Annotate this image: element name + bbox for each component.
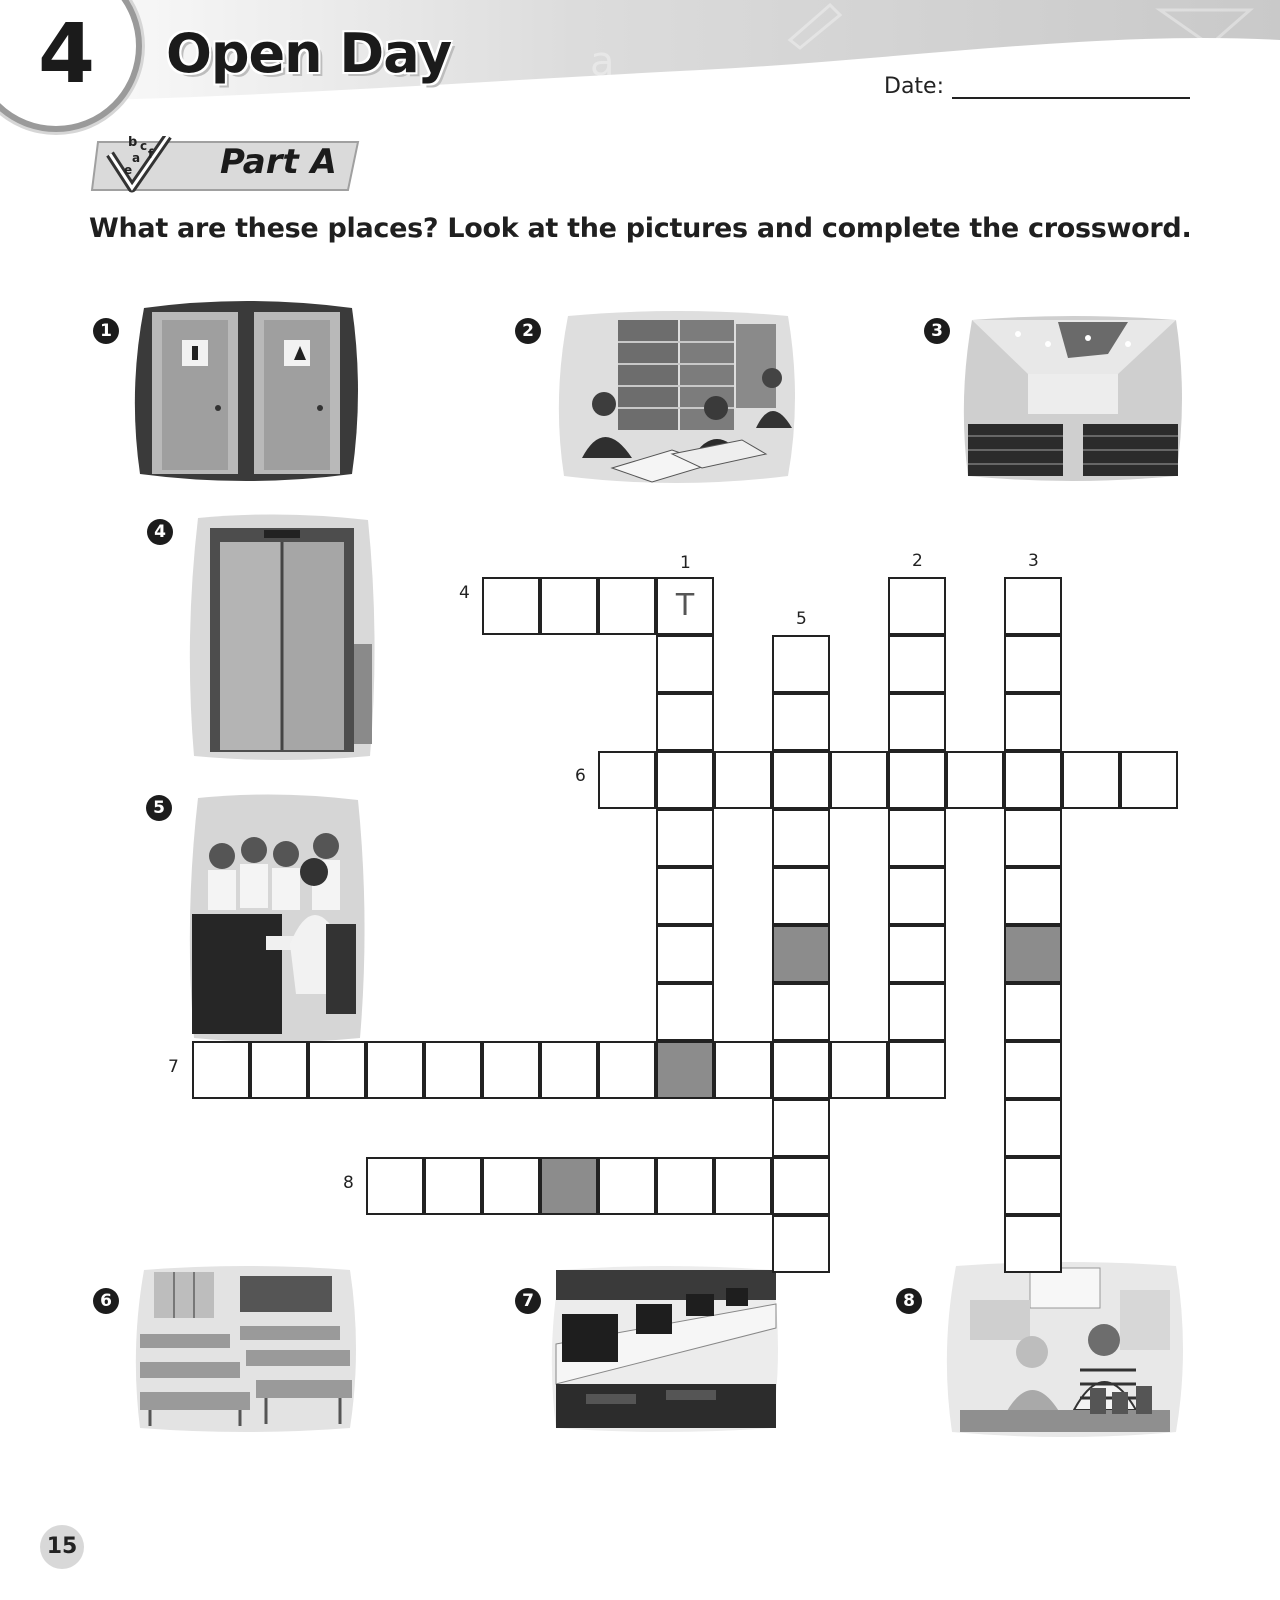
crossword-cell[interactable] xyxy=(1004,577,1062,635)
crossword-cell[interactable] xyxy=(714,1041,772,1099)
crossword-cell[interactable] xyxy=(888,867,946,925)
instruction-text: What are these places? Look at the pictures and complete the crossword. xyxy=(89,213,1192,244)
crossword-cell[interactable] xyxy=(888,1041,946,1099)
lift-photo xyxy=(186,514,378,762)
toilets-photo xyxy=(130,298,362,484)
crossword-cell[interactable] xyxy=(1004,1215,1062,1273)
library-photo xyxy=(552,308,802,488)
picture-number-4: 4 xyxy=(147,519,173,545)
crossword-cell[interactable] xyxy=(482,577,540,635)
crossword-cell[interactable] xyxy=(656,693,714,751)
picture-number-7: 7 xyxy=(515,1288,541,1314)
crossword-cell[interactable] xyxy=(540,1041,598,1099)
crossword-cell[interactable] xyxy=(888,983,946,1041)
crossword-cell[interactable] xyxy=(772,983,830,1041)
svg-text:e: e xyxy=(124,163,133,177)
crossword-cell[interactable] xyxy=(1004,635,1062,693)
picture-number-8: 8 xyxy=(896,1288,922,1314)
crossword-cell[interactable] xyxy=(772,1041,830,1099)
crossword-cell[interactable] xyxy=(888,809,946,867)
crossword-cell[interactable] xyxy=(482,1041,540,1099)
crossword-cell[interactable] xyxy=(1004,1099,1062,1157)
crossword-cell[interactable] xyxy=(598,1041,656,1099)
hall-photo xyxy=(958,314,1188,484)
crossword-cell[interactable] xyxy=(656,867,714,925)
crossword-cell[interactable] xyxy=(366,1157,424,1215)
crossword-cell[interactable] xyxy=(366,1041,424,1099)
clue-number-3: 3 xyxy=(1028,551,1039,571)
computer-room-photo xyxy=(546,1264,786,1434)
picture-number-1: 1 xyxy=(93,318,119,344)
picture-number-5: 5 xyxy=(146,795,172,821)
crossword-cell[interactable] xyxy=(772,693,830,751)
crossword-cell[interactable] xyxy=(772,1099,830,1157)
crossword-cell[interactable] xyxy=(424,1157,482,1215)
svg-text:f: f xyxy=(148,147,154,161)
crossword-cell[interactable] xyxy=(1004,983,1062,1041)
art-room-photo xyxy=(940,1260,1190,1440)
crossword-cell[interactable] xyxy=(714,751,772,809)
svg-text:a: a xyxy=(590,39,615,85)
crossword-cell[interactable] xyxy=(888,577,946,635)
crossword-cell[interactable] xyxy=(1004,751,1062,809)
crossword-cell[interactable] xyxy=(772,1157,830,1215)
crossword-cell[interactable] xyxy=(888,751,946,809)
date-input-line[interactable] xyxy=(952,97,1190,99)
crossword-shaded-cell xyxy=(1004,925,1062,983)
clue-number-7: 7 xyxy=(168,1057,179,1077)
crossword-cell[interactable] xyxy=(598,577,656,635)
crossword-cell[interactable] xyxy=(192,1041,250,1099)
page-title: Open Day xyxy=(166,22,452,85)
picture-number-3: 3 xyxy=(924,318,950,344)
crossword-cell[interactable] xyxy=(656,983,714,1041)
crossword-cell[interactable] xyxy=(1062,751,1120,809)
crossword-cell[interactable] xyxy=(1004,867,1062,925)
crossword-cell[interactable] xyxy=(888,693,946,751)
crossword-cell[interactable] xyxy=(1004,1157,1062,1215)
crossword-cell[interactable] xyxy=(888,635,946,693)
crossword-cell[interactable] xyxy=(772,635,830,693)
music-room-photo xyxy=(186,794,368,1044)
crossword-cell[interactable] xyxy=(830,1041,888,1099)
crossword-cell[interactable] xyxy=(424,1041,482,1099)
picture-number-6: 6 xyxy=(93,1288,119,1314)
crossword-cell[interactable] xyxy=(772,867,830,925)
crossword-cell[interactable] xyxy=(714,1157,772,1215)
crossword-shaded-cell xyxy=(656,1041,714,1099)
crossword-cell[interactable] xyxy=(598,751,656,809)
crossword-cell[interactable] xyxy=(888,925,946,983)
crossword-cell[interactable] xyxy=(308,1041,366,1099)
picture-number-2: 2 xyxy=(515,318,541,344)
crossword-cell[interactable] xyxy=(772,1215,830,1273)
crossword-cell[interactable] xyxy=(250,1041,308,1099)
crossword-cell[interactable] xyxy=(1120,751,1178,809)
svg-text:c: c xyxy=(140,139,148,153)
svg-text:a: a xyxy=(132,151,141,165)
clue-number-1: 1 xyxy=(680,553,691,573)
clue-number-8: 8 xyxy=(343,1173,354,1193)
crossword-cell[interactable] xyxy=(772,809,830,867)
crossword-cell[interactable] xyxy=(946,751,1004,809)
crossword-cell-given-letter[interactable]: T xyxy=(656,577,714,635)
svg-text:b: b xyxy=(128,136,138,150)
unit-number: 4 xyxy=(38,7,96,102)
crossword-cell[interactable] xyxy=(598,1157,656,1215)
crossword-cell[interactable] xyxy=(656,809,714,867)
crossword-cell[interactable] xyxy=(482,1157,540,1215)
clue-number-4: 4 xyxy=(459,583,470,603)
crossword-cell[interactable] xyxy=(772,751,830,809)
part-label: Part A xyxy=(220,142,337,182)
crossword-cell[interactable] xyxy=(656,925,714,983)
crossword-cell[interactable] xyxy=(656,751,714,809)
clue-number-2: 2 xyxy=(912,551,923,571)
crossword-cell[interactable] xyxy=(656,635,714,693)
crossword-cell[interactable] xyxy=(1004,693,1062,751)
crossword-cell[interactable] xyxy=(1004,1041,1062,1099)
page-number: 15 xyxy=(40,1525,84,1569)
date-label: Date: xyxy=(884,74,944,99)
crossword-cell[interactable] xyxy=(1004,809,1062,867)
crossword-cell[interactable] xyxy=(540,577,598,635)
clue-number-6: 6 xyxy=(575,766,586,786)
crossword-shaded-cell xyxy=(772,925,830,983)
clue-number-5: 5 xyxy=(796,609,807,629)
crossword-cell[interactable] xyxy=(830,751,888,809)
crossword-cell[interactable] xyxy=(656,1157,714,1215)
crossword-shaded-cell xyxy=(540,1157,598,1215)
classroom-photo xyxy=(130,1264,362,1434)
